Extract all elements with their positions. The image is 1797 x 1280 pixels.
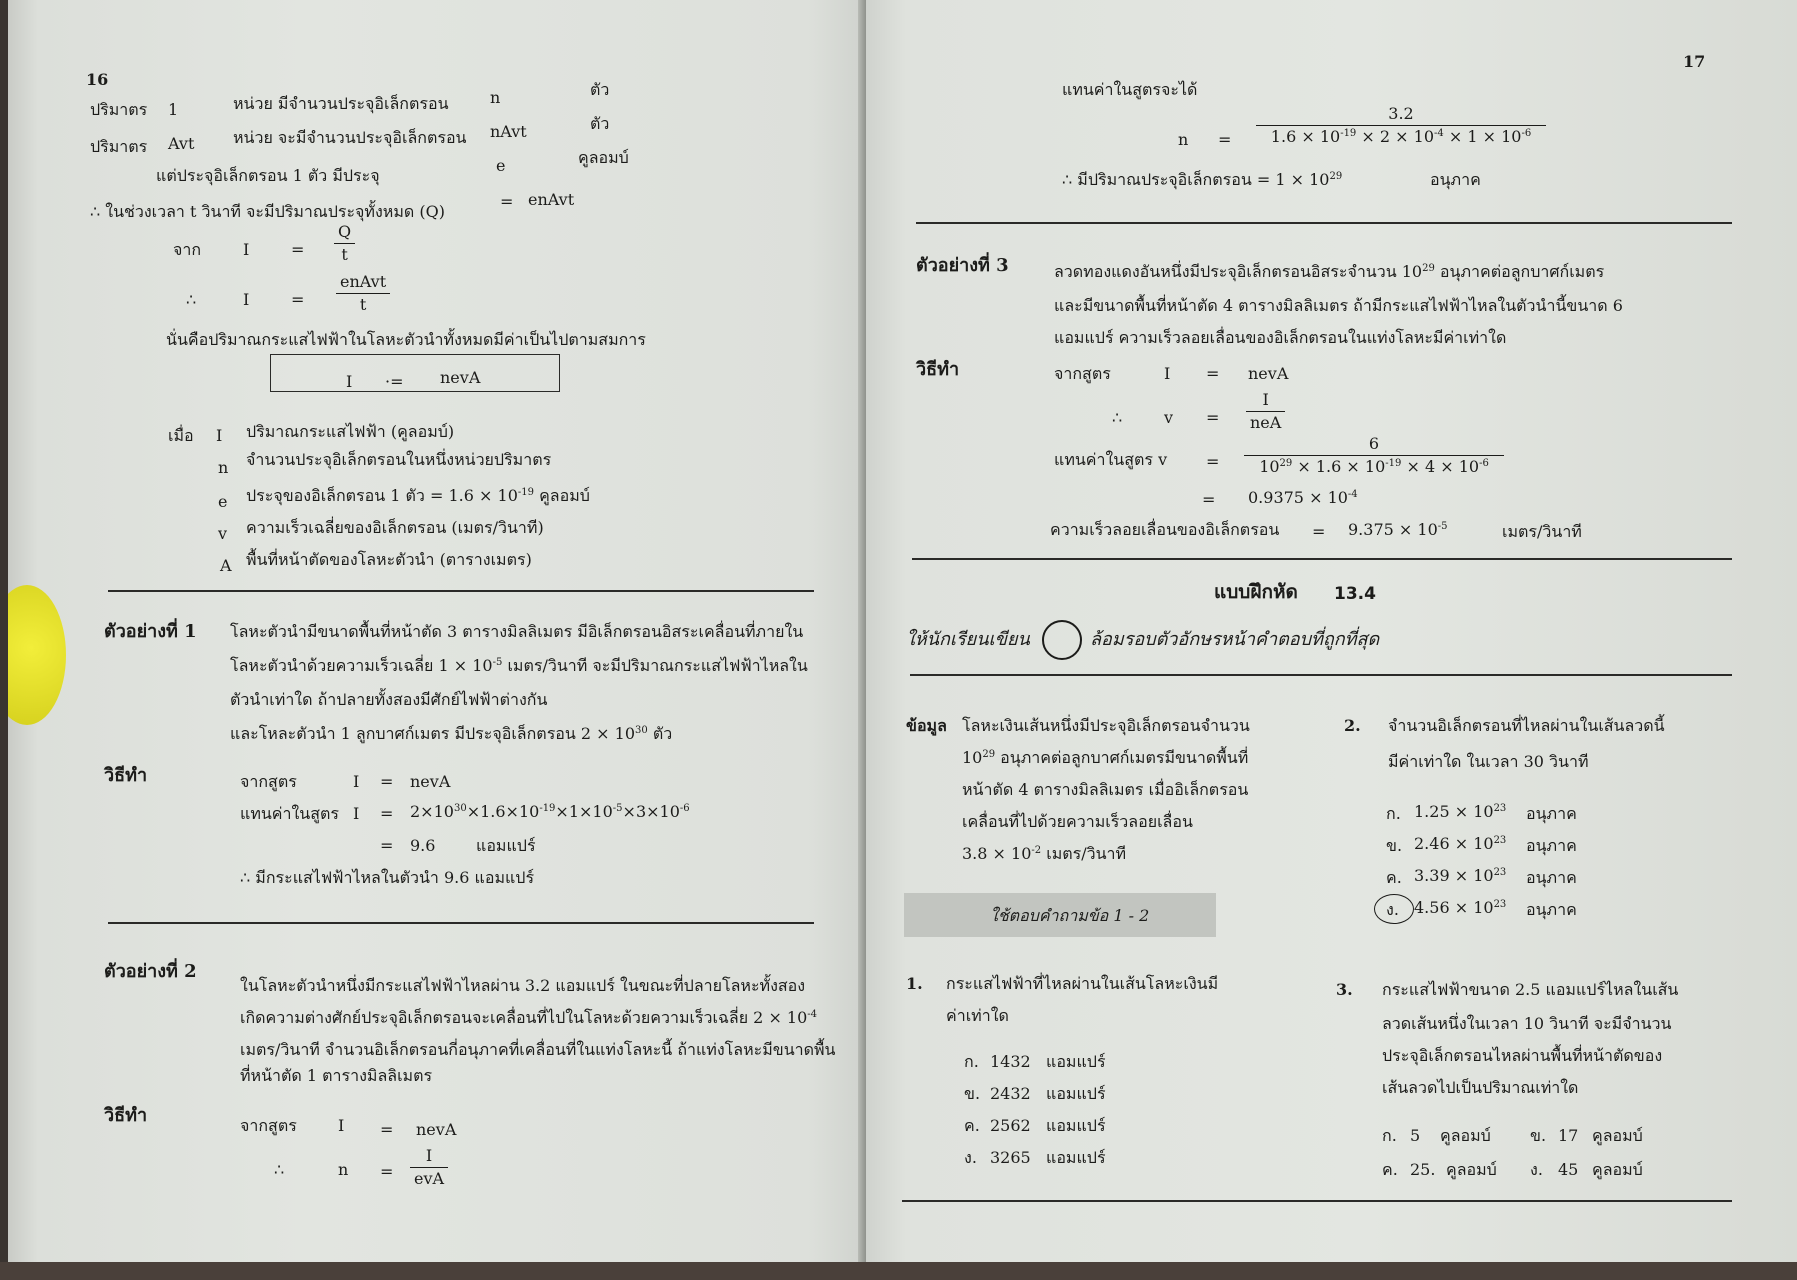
option-value: 5 — [1410, 1126, 1421, 1145]
math-symbol: = — [1202, 490, 1216, 509]
math-symbol: I — [1164, 364, 1171, 383]
math-symbol: = — [1206, 452, 1220, 471]
text-line: หน่วย จะมีจำนวนประจุอิเล็กตรอน — [233, 128, 467, 147]
fraction — [1256, 104, 1546, 147]
math-symbol: = — [500, 192, 514, 211]
math-expression: nevA — [416, 1120, 457, 1139]
math-symbol: I — [243, 290, 250, 309]
use-for-text: ใช้ตอบคำถามข้อ 1 - 2 — [990, 906, 1150, 925]
denominator: t — [359, 295, 367, 314]
divider — [916, 222, 1732, 224]
math-expression: $2\times 10^{30}\times 1.6\times 10^{-19}\times 1\times 10^{-5}\times 3\times 10^{-6}$ — [410, 802, 690, 821]
text-line: จาก — [173, 240, 202, 259]
option-unit: อนุภาค — [1526, 868, 1577, 887]
option-unit: คูลอมบ์ — [1592, 1126, 1643, 1145]
right-page — [866, 0, 1797, 1280]
math-expression: nevA — [1248, 364, 1289, 383]
denominator: evA — [414, 1169, 445, 1188]
option-unit: แอมแปร์ — [1046, 1116, 1106, 1135]
math-symbol: nAvt — [490, 122, 527, 141]
math-symbol: I — [353, 804, 360, 823]
page-number: 16 — [86, 70, 109, 89]
instruction-text: ล้อมรอบตัวอักษรหน้าคำตอบที่ถูกที่สุด — [1090, 629, 1380, 650]
text-line: ที่หน้าตัด 1 ตารางมิลลิเมตร — [240, 1066, 433, 1085]
option-unit: คูลอมบ์ — [1440, 1126, 1491, 1145]
question-number: 3. — [1336, 980, 1353, 999]
math-symbol: = — [1218, 130, 1232, 149]
math-symbol: ∴ — [186, 290, 197, 309]
text-line: จากสูตร — [240, 772, 297, 791]
text-line: $3.8 \times 10^{-2}$ เมตร/วินาที — [962, 844, 1127, 863]
text-line: ∴ มีปริมาณประจุอิเล็กตรอน = $1 \times 10^{29}$ — [1062, 170, 1343, 189]
text-line: ปริมาณกระแสไฟฟ้า (คูลอมบ์) — [246, 422, 455, 441]
book-bottom-edge — [0, 1262, 1797, 1280]
option-key: ข. — [1530, 1126, 1547, 1145]
math-symbol: I — [243, 240, 250, 259]
unit: เมตร/วินาที — [1502, 522, 1582, 541]
text-line: เมตร/วินาที จำนวนอิเล็กตรอนกี่อนุภาคที่เคลื่อนที่ในแท่งโลหะนี้ ถ้าแท่งโลหะมีขนาดพื้น — [240, 1040, 836, 1059]
option-key: ข. — [964, 1084, 981, 1103]
option-unit: แอมแปร์ — [1046, 1084, 1106, 1103]
fraction — [410, 1146, 448, 1189]
math-symbol: I — [216, 426, 223, 445]
option-value: $2.46 \times 10^{23}$ — [1414, 834, 1507, 853]
question-number: 2. — [1344, 716, 1361, 735]
option-value: 1432 — [990, 1052, 1031, 1071]
text-line: จากสูตร — [240, 1116, 297, 1135]
text-line: ประจุของอิเล็กตรอน 1 ตัว = $1.6 \times 10^{-19}$ คูลอมบ์ — [246, 486, 590, 505]
text-line: โลหะตัวนำมีขนาดพื้นที่หน้าตัด 3 ตารางมิลลิเมตร มีอิเล็กตรอนอิสระเคลื่อนที่ภายใน — [230, 622, 804, 641]
option-value: 2432 — [990, 1084, 1031, 1103]
divider — [910, 674, 1732, 676]
divider — [108, 922, 814, 924]
numerator: 3.2 — [1256, 104, 1546, 126]
text-line: ความเร็วลอยเลื่อนของอิเล็กตรอน — [1050, 520, 1280, 539]
option-unit: อนุภาค — [1526, 804, 1577, 823]
unit: คูลอมบ์ — [578, 148, 629, 167]
option-key: ง. — [964, 1148, 977, 1167]
question-text: ประจุอิเล็กตรอนไหลผ่านพื้นที่หน้าตัดของ — [1382, 1046, 1663, 1065]
text-line: แทนค่าในสูตรจะได้ — [1062, 80, 1198, 99]
math-symbol: = — [380, 772, 394, 791]
numerator: 6 — [1244, 434, 1504, 456]
math-symbol: I — [353, 772, 360, 791]
denominator: t — [341, 245, 348, 264]
unit: ตัว — [590, 114, 610, 133]
fraction — [1244, 434, 1504, 477]
text-line: $10^{29}$ อนุภาคต่อลูกบาศก์เมตรมีขนาดพื้นที่ — [962, 748, 1249, 767]
math-symbol: = — [380, 836, 394, 855]
option-key: ง. — [1530, 1160, 1543, 1179]
math-symbol: n — [218, 458, 229, 477]
numerator: I — [1246, 390, 1285, 412]
instruction-text: ให้นักเรียนเขียน — [906, 629, 1030, 650]
example-label: ตัวอย่างที่ 3 — [916, 255, 1009, 276]
text-line: 1 — [168, 100, 179, 119]
option-unit: คูลอมบ์ — [1446, 1160, 1497, 1179]
option-value: 45 — [1558, 1160, 1579, 1179]
option-key: ค. — [964, 1116, 980, 1135]
question-text: เส้นลวดไปเป็นปริมาณเท่าใด — [1382, 1078, 1579, 1097]
option-key: ก. — [964, 1052, 979, 1071]
fraction — [1246, 390, 1285, 433]
question-text: ลวดเส้นหนึ่งในเวลา 10 วินาที จะมีจำนวน — [1382, 1014, 1672, 1033]
math-expression: $9.375 \times 10^{-5}$ — [1348, 520, 1448, 539]
option-value: $4.56 \times 10^{23}$ — [1414, 898, 1507, 917]
question-text: กระแสไฟฟ้าขนาด 2.5 แอมแปร์ไหลในเส้น — [1382, 980, 1679, 999]
math-value: 9.6 — [410, 836, 436, 855]
math-expression: nevA — [410, 772, 451, 791]
option-value: 17 — [1558, 1126, 1579, 1145]
text-line: แทนค่าในสูตร — [240, 804, 339, 823]
denominator: $1.6 \times 10^{-19} \times 2 \times 10^{-4} \times 1 \times 10^{-6}$ — [1270, 127, 1532, 146]
denominator: $10^{29} \times 1.6 \times 10^{-19} \times 4 \times 10^{-6}$ — [1259, 457, 1489, 476]
text-line: ปริมาตร — [90, 100, 148, 119]
math-symbol: ·= — [385, 372, 404, 391]
option-unit: อนุภาค — [1526, 900, 1577, 919]
math-symbol: = — [380, 804, 394, 823]
option-key: ค. — [1382, 1160, 1398, 1179]
numerator: I — [410, 1146, 448, 1168]
fraction — [336, 272, 390, 315]
option-value: 25. — [1410, 1160, 1436, 1179]
numerator: Q — [334, 222, 355, 244]
text-line: โลหะเงินเส้นหนึ่งมีประจุอิเล็กตรอนจำนวน — [962, 716, 1250, 735]
page-number: 17 — [1683, 52, 1706, 71]
text-line: ∴ มีกระแสไฟฟ้าไหลในตัวนำ 9.6 แอมแปร์ — [240, 868, 535, 887]
question-number: 1. — [906, 974, 923, 993]
formula-box — [270, 354, 560, 392]
math-symbol: I — [346, 372, 353, 391]
math-symbol: n — [338, 1160, 349, 1179]
info-label: ข้อมูล — [906, 716, 947, 735]
question-text: ค่าเท่าใด — [946, 1006, 1009, 1025]
text-line: และโหละตัวนำ 1 ลูกบาศก์เมตร มีประจุอิเล็กตรอน $2 \times 10^{30}$ ตัว — [230, 724, 673, 743]
circle-icon — [1042, 620, 1082, 660]
option-unit: แอมแปร์ — [1046, 1148, 1106, 1167]
exercise-number: 13.4 — [1334, 584, 1376, 604]
text-line: และมีขนาดพื้นที่หน้าตัด 4 ตารางมิลลิเมตร ถ้ามีกระแสไฟฟ้าไหลในตัวนำนี้ขนาด 6 — [1054, 296, 1623, 315]
math-symbol: = — [291, 290, 305, 309]
text-line: ในโลหะตัวนำหนึ่งมีกระแสไฟฟ้าไหลผ่าน 3.2 แอมแปร์ ในขณะที่ปลายโลหะทั้งสอง — [240, 976, 806, 995]
math-symbol: = — [380, 1162, 394, 1181]
math-symbol: = — [1206, 408, 1220, 427]
unit: แอมแปร์ — [476, 836, 536, 855]
question-text: กระแสไฟฟ้าที่ไหลผ่านในเส้นโลหะเงินมี — [946, 974, 1219, 993]
unit: อนุภาค — [1430, 170, 1481, 189]
option-key: ค. — [1386, 868, 1402, 887]
option-value: 3265 — [990, 1148, 1031, 1167]
text-line: หน้าตัด 4 ตารางมิลลิเมตร เมื่ออิเล็กตรอน — [962, 780, 1249, 799]
numerator: enAvt — [336, 272, 390, 294]
exercise-title: แบบฝึกหัด — [1214, 581, 1298, 603]
example-label: ตัวอย่างที่ 1 — [104, 621, 197, 642]
unit: ตัว — [590, 80, 610, 99]
yellow-sticker — [8, 585, 66, 725]
solution-label: วิธีทำ — [916, 359, 960, 380]
text-line: เกิดความต่างศักย์ประจุอิเล็กตรอนจะเคลื่อนที่ไปในโลหะด้วยความเร็วเฉลี่ย $2 \times 10^{-4}$ — [240, 1008, 818, 1027]
text-line: หน่วย มีจำนวนประจุอิเล็กตรอน — [233, 94, 449, 113]
answer-mark-circle — [1374, 894, 1414, 924]
math-symbol: = — [380, 1120, 394, 1139]
divider — [912, 558, 1732, 560]
math-symbol: n — [1178, 130, 1189, 149]
math-expression: enAvt — [528, 190, 575, 209]
text-line: แทนค่าในสูตร v — [1054, 450, 1168, 469]
text-line: จำนวนประจุอิเล็กตรอนในหนึ่งหน่วยปริมาตร — [246, 450, 552, 469]
text-line: เมื่อ — [168, 426, 194, 445]
math-symbol: n — [490, 88, 501, 107]
text-line: พื้นที่หน้าตัดของโลหะตัวนำ (ตารางเมตร) — [246, 550, 532, 569]
math-symbol: ∴ — [1112, 408, 1123, 427]
solution-label: วิธีทำ — [104, 765, 148, 786]
text-line: ความเร็วเฉลี่ยของอิเล็กตรอน (เมตร/วินาที) — [246, 518, 544, 537]
math-symbol: = — [1312, 522, 1326, 541]
math-symbol: ∴ — [274, 1160, 285, 1179]
text-line: แอมแปร์ ความเร็วลอยเลื่อนของอิเล็กตรอนในแท่งโลหะมีค่าเท่าใด — [1054, 328, 1507, 347]
text-line: จากสูตร — [1054, 364, 1111, 383]
math-symbol: v — [218, 524, 228, 543]
math-symbol: e — [218, 492, 228, 511]
text-line: ลวดทองแดงอันหนึ่งมีประจุอิเล็กตรอนอิสระจำนวน $10^{29}$ อนุภาคต่อลูกบาศก์เมตร — [1054, 262, 1605, 281]
question-text: จำนวนอิเล็กตรอนที่ไหลผ่านในเส้นลวดนี้ — [1388, 716, 1665, 735]
option-unit: อนุภาค — [1526, 836, 1577, 855]
option-key: ก. — [1386, 804, 1401, 823]
text-line: ตัวนำเท่าใด ถ้าปลายทั้งสองมีศักย์ไฟฟ้าต่างกัน — [230, 690, 548, 709]
divider — [902, 1200, 1732, 1202]
option-value: $3.39 \times 10^{23}$ — [1414, 866, 1507, 885]
text-line: แต่ประจุอิเล็กตรอน 1 ตัว มีประจุ — [156, 166, 380, 185]
option-value: 2562 — [990, 1116, 1031, 1135]
math-symbol: = — [1206, 364, 1220, 383]
question-text: มีค่าเท่าใด ในเวลา 30 วินาที — [1388, 752, 1589, 771]
text-line: เคลื่อนที่ไปด้วยความเร็วลอยเลื่อน — [962, 812, 1193, 831]
text-line: ปริมาตร — [90, 137, 148, 156]
math-symbol: I — [338, 1116, 345, 1135]
math-symbol: e — [496, 156, 506, 175]
denominator: neA — [1250, 413, 1282, 432]
text-line: โลหะตัวนำด้วยความเร็วเฉลี่ย $1 \times 10^{-5}$ เมตร/วินาที จะมีปริมาณกระแสไฟฟ้าไหลใน — [230, 656, 808, 675]
math-symbol: v — [1164, 408, 1174, 427]
math-symbol: A — [220, 556, 232, 575]
solution-label: วิธีทำ — [104, 1105, 148, 1126]
fraction — [334, 222, 355, 265]
option-key: ง. — [1386, 900, 1399, 919]
math-symbol: = — [291, 240, 305, 259]
left-page — [8, 0, 866, 1280]
text-line: ∴ ในช่วงเวลา t วินาที จะมีปริมาณประจุทั้งหมด (Q) — [90, 202, 445, 221]
option-key: ก. — [1382, 1126, 1397, 1145]
math-expression: nevA — [440, 368, 481, 387]
option-value: $1.25 \times 10^{23}$ — [1414, 802, 1507, 821]
example-label: ตัวอย่างที่ 2 — [104, 961, 197, 982]
option-unit: คูลอมบ์ — [1592, 1160, 1643, 1179]
math-symbol: Avt — [168, 134, 195, 153]
math-expression: $0.9375 \times 10^{-4}$ — [1248, 488, 1358, 507]
text-line: นั่นคือปริมาณกระแสไฟฟ้าในโลหะตัวนำทั้งหมดมีค่าเป็นไปตามสมการ — [166, 330, 646, 349]
option-key: ข. — [1386, 836, 1403, 855]
option-unit: แอมแปร์ — [1046, 1052, 1106, 1071]
divider — [108, 590, 814, 592]
